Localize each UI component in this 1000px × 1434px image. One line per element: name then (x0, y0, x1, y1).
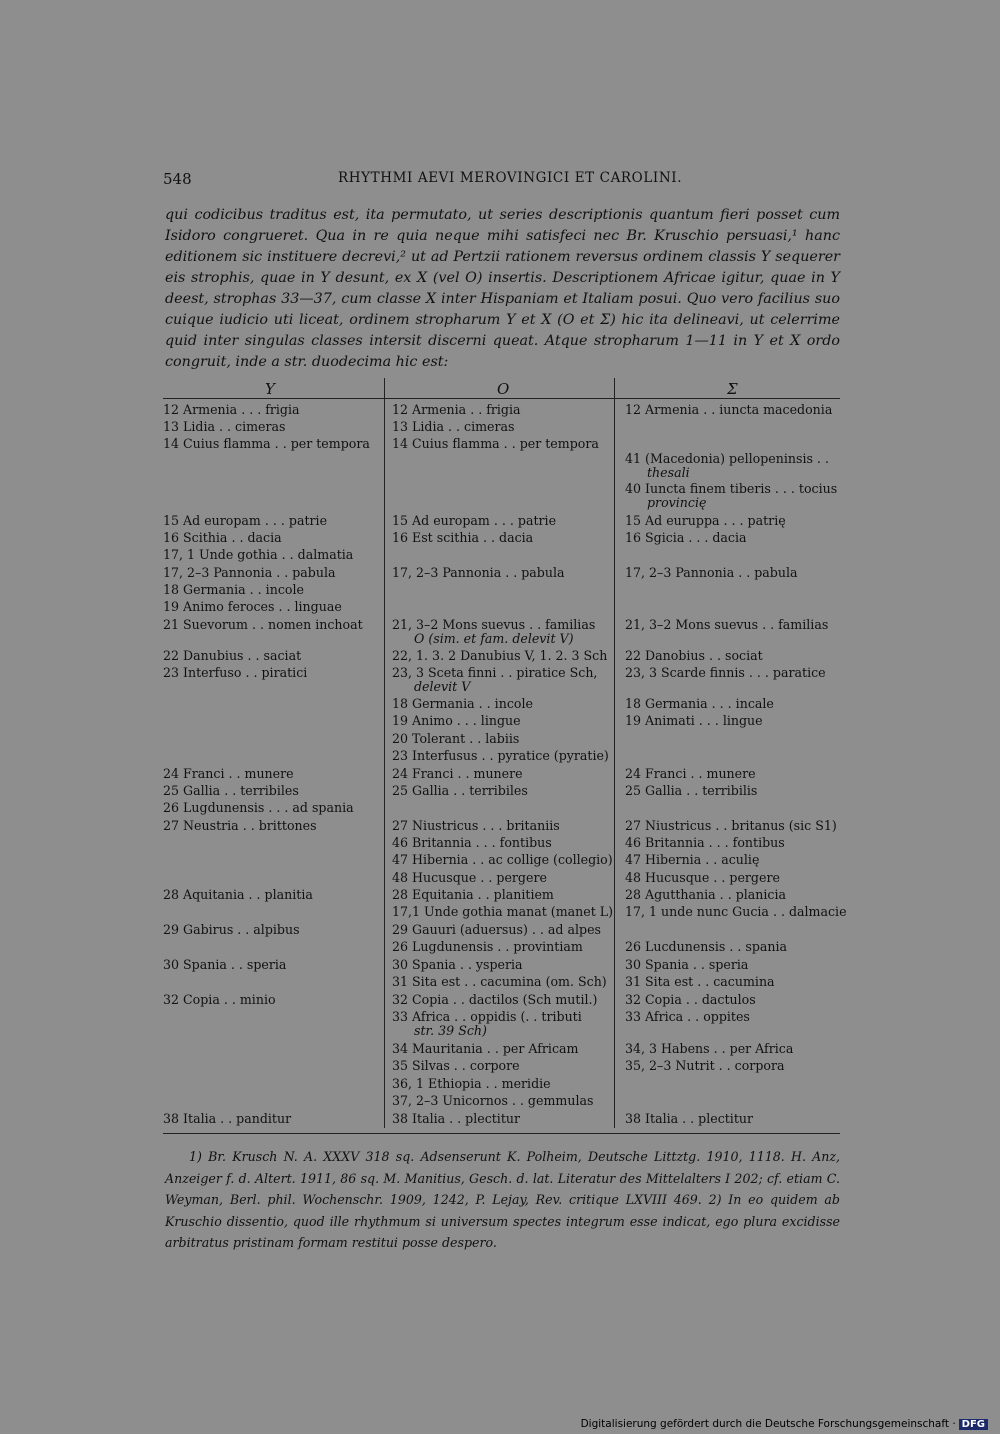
table-row (163, 801, 354, 815)
row-text: 22 Danubius . . saciat (163, 648, 302, 663)
row-text: 18 Germania . . . incale (625, 696, 774, 711)
table-row (392, 819, 560, 833)
table-row (625, 514, 786, 528)
table-row (392, 1112, 520, 1126)
table-row (163, 514, 327, 528)
table-row (625, 1112, 753, 1126)
row-text: 35 Silvas . . corpore (392, 1058, 520, 1073)
row-text: 16 Sgicia . . . dacia (625, 530, 747, 545)
row-text: 31 Sita est . . cacumina (625, 974, 775, 989)
column-header-y: Y (265, 380, 275, 398)
table-row (392, 940, 583, 954)
table-row (163, 1112, 291, 1126)
row-text: 22, 1. 3. 2 Danubius V, 1. 2. 3 Sch (392, 648, 608, 663)
row-text: 19 Animo feroces . . linguae (163, 599, 342, 614)
column-divider-1 (384, 378, 385, 1128)
row-text: 15 Ad europam . . . patrie (392, 513, 557, 528)
row-text: 23 Interfuso . . piratici (163, 665, 308, 680)
table-row (392, 958, 523, 972)
row-text: 26 Lucdunensis . . spania (625, 939, 788, 954)
row-text: 19 Animo . . . lingue (392, 713, 521, 728)
table-row (625, 566, 798, 580)
row-subtext: delevit V (414, 679, 471, 694)
table-row (625, 1010, 750, 1024)
row-text: 30 Spania . . speria (625, 957, 749, 972)
row-text: 12 Armenia . . . frigia (163, 402, 300, 417)
table-row (163, 767, 294, 781)
row-text: 19 Animati . . . lingue (625, 713, 763, 728)
table-row (625, 940, 787, 954)
table-row (392, 993, 597, 1007)
table-row (625, 531, 747, 545)
row-text: 15 Ad europam . . . patrie (163, 513, 328, 528)
table-row (392, 905, 613, 919)
table-row (392, 649, 607, 663)
row-text: 37, 2–3 Unicornos . . gemmulas (392, 1093, 594, 1108)
table-row (392, 975, 607, 989)
table-row (392, 1077, 551, 1091)
row-text: 27 Neustria . . brittones (163, 818, 317, 833)
row-text: 14 Cuius flamma . . per tempora (392, 436, 599, 451)
row-subtext: thesali (647, 465, 690, 480)
row-text: 29 Gabirus . . alpibus (163, 922, 300, 937)
table-row (392, 836, 552, 850)
row-text: 14 Cuius flamma . . per tempora (163, 436, 370, 451)
row-text: 34, 3 Habens . . per Africa (625, 1041, 794, 1056)
table-row (163, 583, 304, 597)
row-text: 28 Agutthania . . planicia (625, 887, 787, 902)
row-text: 15 Ad euruppa . . . patrię (625, 513, 786, 528)
table-row (625, 836, 785, 850)
credit-text: Digitalisierung gefördert durch die Deutsche Forschungsgemeinschaft · (580, 1418, 956, 1430)
table-row (392, 1042, 578, 1056)
table-row (625, 618, 828, 632)
table-row (163, 531, 282, 545)
table-row (392, 514, 556, 528)
table-row (163, 437, 370, 451)
table-row (163, 618, 363, 632)
footnote-text: 1) Br. Krusch N. A. XXXV 318 sq. Adsenserunt K. Polheim, Deutsche Littztg. 1910, 1118. H. Anz, Anzeiger f. d. Altert. 1911, 86 sq. M. Manitius, Gesch. d. lat. Literatur des Mittelalters I 202; cf. etiam C. Weyman, Berl. phil. Wochenschr. 1909, 1242, P. Lejay, Rev. critique LXVIII 469. 2) In eo quidem ab Kruschio dissentio, quod ille rhythmum si universum spectes integrum esse indicat, ego plura excidisse arbitratus pristinam formam restitui posse despero. (165, 1149, 840, 1250)
table-row (163, 784, 299, 798)
table-row (392, 871, 547, 885)
table-row (163, 548, 353, 562)
table-row (163, 819, 317, 833)
row-text: 38 Italia . . plectitur (392, 1111, 521, 1126)
row-text: 30 Spania . . ysperia (392, 957, 523, 972)
row-text: 20 Tolerant . . labiis (392, 731, 520, 746)
table-row (163, 923, 300, 937)
row-text: 25 Gallia . . terribilis (625, 783, 758, 798)
row-text: 17, 2–3 Pannonia . . pabula (625, 565, 798, 580)
table-row (625, 888, 786, 902)
table-row (625, 905, 847, 919)
table-row (392, 888, 554, 902)
table-row (392, 566, 565, 580)
row-text: 23 Interfusus . . pyratice (pyratie) (392, 748, 609, 763)
row-subtext: str. 39 Sch) (414, 1023, 487, 1038)
table-row (392, 732, 519, 746)
table-row (392, 1010, 582, 1038)
row-text: 13 Lidia . . cimeras (163, 419, 286, 434)
row-text: 23, 3 Sceta finni . . piratice Sch, (392, 665, 598, 680)
page-header (163, 170, 840, 190)
table-row (392, 1059, 520, 1073)
row-text: 40 Iuncta finem tiberis . . . tocius (625, 481, 838, 496)
row-text: 18 Germania . . incole (392, 696, 533, 711)
row-text: 17, 1 unde nunc Gucia . . dalmacie (625, 904, 847, 919)
row-text: 33 Africa . . oppites (625, 1009, 750, 1024)
table-row (392, 697, 533, 711)
table-row (625, 975, 775, 989)
row-text: 25 Gallia . . terribiles (163, 783, 299, 798)
row-text: 24 Franci . . munere (625, 766, 756, 781)
digitization-credit (581, 1418, 988, 1430)
table-row (392, 403, 521, 417)
table-row (625, 1059, 785, 1073)
row-text: 16 Scithia . . dacia (163, 530, 282, 545)
table-row (163, 649, 301, 663)
row-text: 36, 1 Ethiopia . . meridie (392, 1076, 551, 1091)
table-row (163, 420, 286, 434)
row-text: 34 Mauritania . . per Africam (392, 1041, 579, 1056)
table-row (163, 566, 336, 580)
table-row (625, 871, 780, 885)
row-text: 28 Aquitania . . planitia (163, 887, 313, 902)
table-bottom-rule (163, 1133, 840, 1134)
row-text: 31 Sita est . . cacumina (om. Sch) (392, 974, 607, 989)
table-row (625, 819, 837, 833)
row-text: 38 Italia . . plectitur (625, 1111, 754, 1126)
row-text: 21 Suevorum . . nomen inchoat (163, 617, 363, 632)
intro-paragraph (165, 205, 840, 373)
row-text: 17, 2–3 Pannonia . . pabula (163, 565, 336, 580)
table-row (625, 767, 756, 781)
table-row (392, 784, 528, 798)
table-row (163, 958, 286, 972)
table-top-rule (163, 398, 840, 399)
table-row (625, 853, 759, 867)
row-text: 23, 3 Scarde finnis . . . paratice (625, 665, 826, 680)
table-row (625, 784, 757, 798)
table-row (163, 666, 307, 680)
table-row (163, 600, 342, 614)
row-text: 21, 3–2 Mons suevus . . familias (625, 617, 829, 632)
footnotes (165, 1146, 840, 1254)
row-text: 26 Lugdunensis . . provintiam (392, 939, 583, 954)
table-row (392, 437, 599, 451)
row-text: 16 Est scithia . . dacia (392, 530, 534, 545)
row-text: 27 Niustricus . . britanus (sic S1) (625, 818, 837, 833)
row-text: 24 Franci . . munere (392, 766, 523, 781)
table-row (392, 420, 515, 434)
row-text: 32 Copia . . minio (163, 992, 276, 1007)
row-text: 17, 1 Unde gothia . . dalmatia (163, 547, 354, 562)
row-text: 30 Spania . . speria (163, 957, 287, 972)
row-text: 48 Hucusque . . pergere (625, 870, 780, 885)
row-text: 32 Copia . . dactilos (Sch mutil.) (392, 992, 598, 1007)
table-row (392, 1094, 593, 1108)
row-text: 24 Franci . . munere (163, 766, 294, 781)
row-text: 48 Hucusque . . pergere (392, 870, 547, 885)
table-row (392, 618, 595, 646)
column-header-sigma: Σ (727, 380, 738, 398)
table-row (392, 767, 523, 781)
table-row (392, 714, 521, 728)
row-subtext: O (sim. et fam. delevit V) (414, 631, 574, 646)
intro-text: qui codicibus traditus est, ita permutato, ut series descriptionis quantum fieri posset cum Isidoro congrueret. Qua in re quia neque mihi satisfeci nec Br. Kruschio persuasi,¹ hanc editionem sic instituere decrevi,² ut ad Pertzii rationem reversus ordinem classis Y sequerer eis strophis, quae in Y desunt, ex X (vel O) insertis. Descriptionem Africae igitur, quae in Y deest, strophas 33—37, cum classe X inter Hispaniam et Italiam posui. Quo vero facilius suo cuique iudicio uti liceat, ordinem stropharum Y et X (O et Σ) hic ita delineavi, ut celerrime quid inter singulas classes intersit discerni queat. Atque stropharum 1—11 in Y et X ordo congruit, inde a str. duodecima hic est: (165, 207, 840, 370)
row-text: 46 Britannia . . . fontibus (625, 835, 785, 850)
table-row (625, 403, 832, 417)
page-number: 548 (163, 170, 192, 188)
table-row (625, 697, 774, 711)
row-text: 27 Niustricus . . . britaniis (392, 818, 560, 833)
row-text: 22 Danobius . . sociat (625, 648, 763, 663)
row-text: 46 Britannia . . . fontibus (392, 835, 552, 850)
table-row (392, 666, 597, 694)
table-row (392, 749, 609, 763)
row-text: 21, 3–2 Mons suevus . . familias (392, 617, 596, 632)
row-text: 33 Africa . . oppidis (. . tributi (392, 1009, 582, 1024)
row-text: 18 Germania . . incole (163, 582, 304, 597)
table-row (392, 853, 613, 867)
row-text: 38 Italia . . panditur (163, 1111, 292, 1126)
table-row (392, 531, 533, 545)
row-text: 17,1 Unde gothia manat (manet L) (392, 904, 614, 919)
table-row (163, 993, 276, 1007)
dfg-logo: DFG (959, 1419, 988, 1430)
row-text: 32 Copia . . dactulos (625, 992, 756, 1007)
table-row (392, 923, 601, 937)
table-row (625, 1042, 793, 1056)
table-row (625, 649, 763, 663)
row-text: 47 Hibernia . . ac collige (collegio) (392, 852, 613, 867)
row-text: 13 Lidia . . cimeras (392, 419, 515, 434)
table-row (625, 993, 756, 1007)
row-text: 26 Lugdunensis . . . ad spania (163, 800, 354, 815)
table-row (625, 714, 763, 728)
table-row (625, 482, 837, 510)
table-row (625, 452, 829, 480)
table-row (625, 666, 826, 680)
row-text: 12 Armenia . . frigia (392, 402, 521, 417)
row-text: 47 Hibernia . . aculię (625, 852, 760, 867)
row-text: 41 (Macedonia) pellopeninsis . . (625, 451, 829, 466)
table-row (163, 888, 313, 902)
running-title: RHYTHMI AEVI MEROVINGICI ET CAROLINI. (338, 170, 683, 186)
column-header-o: O (497, 380, 510, 398)
row-text: 12 Armenia . . iuncta macedonia (625, 402, 833, 417)
row-text: 28 Equitania . . planitiem (392, 887, 554, 902)
row-text: 35, 2–3 Nutrit . . corpora (625, 1058, 785, 1073)
row-subtext: provincię (647, 495, 707, 510)
table-row (625, 958, 748, 972)
table-row (163, 403, 300, 417)
row-text: 17, 2–3 Pannonia . . pabula (392, 565, 565, 580)
row-text: 29 Gauuri (aduersus) . . ad alpes (392, 922, 601, 937)
row-text: 25 Gallia . . terribiles (392, 783, 528, 798)
column-divider-2 (614, 378, 615, 1128)
